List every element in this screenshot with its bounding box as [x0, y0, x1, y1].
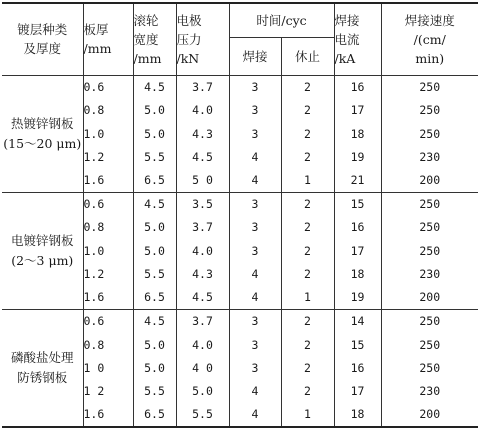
cell-rest-time: 1: [281, 285, 334, 309]
cell-force: 4.0: [176, 99, 229, 122]
cell-current: 19: [334, 145, 381, 168]
cell-rest-time: 2: [281, 309, 334, 333]
cell-weld-time: 3: [229, 99, 281, 122]
header-wheel-width-line1: 滚轮: [133, 12, 159, 28]
cell-wheel-width: 4.5: [133, 309, 176, 333]
header-speed-line1: 焊接速度: [404, 12, 455, 28]
cell-speed: 250: [381, 75, 478, 99]
header-wheel-width-line2: 宽度: [133, 31, 159, 47]
header-speed-line2: /(cm/: [413, 31, 446, 47]
header-force-line3: /kN: [176, 50, 200, 66]
cell-current: 14: [334, 309, 381, 333]
cell-current: 15: [334, 192, 381, 216]
cell-rest-time: 1: [281, 168, 334, 192]
cell-speed: 200: [381, 168, 478, 192]
cell-current: 18: [334, 402, 381, 427]
header-speed: [381, 3, 478, 75]
cell-weld-time: 4: [229, 145, 281, 168]
cell-force: 4.0: [176, 333, 229, 356]
cell-wheel-width: 4.5: [133, 75, 176, 99]
cell-weld-time: 3: [229, 309, 281, 333]
cell-wheel-width: 5.5: [133, 262, 176, 285]
cell-weld-time: 3: [229, 239, 281, 262]
cell-thickness: 1.6: [83, 168, 133, 192]
cell-force: 4.0: [176, 239, 229, 262]
cell-weld-time: 4: [229, 262, 281, 285]
cell-current: 17: [334, 99, 381, 122]
cell-thickness: 0.8: [83, 216, 133, 239]
header-force-line1: 电极: [176, 12, 202, 28]
cell-speed: 230: [381, 379, 478, 402]
cell-force: 3.7: [176, 309, 229, 333]
group-label-line: 电镀锌钢板: [10, 232, 74, 248]
cell-weld-time: 4: [229, 285, 281, 309]
header-current-line1: 焊接: [334, 12, 360, 28]
cell-rest-time: 2: [281, 216, 334, 239]
cell-wheel-width: 5.0: [133, 216, 176, 239]
cell-weld-time: 3: [229, 122, 281, 145]
cell-speed: 250: [381, 309, 478, 333]
header-current-line2: 电流: [334, 31, 360, 47]
group-label-line: 热镀锌钢板: [10, 115, 74, 131]
cell-rest-time: 2: [281, 379, 334, 402]
cell-current: 16: [334, 356, 381, 379]
cell-weld-time: 3: [229, 333, 281, 356]
cell-current: 21: [334, 168, 381, 192]
table-body: [2, 75, 478, 427]
cell-speed: 230: [381, 262, 478, 285]
cell-wheel-width: 4.5: [133, 192, 176, 216]
cell-thickness: 0.6: [83, 75, 133, 99]
cell-force: 5 0: [176, 168, 229, 192]
cell-thickness: 1.6: [83, 285, 133, 309]
cell-speed: 230: [381, 145, 478, 168]
group-label: [2, 309, 83, 427]
group-label-line: 防锈钢板: [17, 369, 68, 385]
cell-weld-time: 3: [229, 192, 281, 216]
header-thickness: [83, 3, 133, 75]
cell-force: 5.5: [176, 402, 229, 427]
cell-thickness: 1.0: [83, 239, 133, 262]
header-wheel-width-line3: /mm: [133, 50, 162, 66]
cell-current: 15: [334, 333, 381, 356]
header-coating-line2: 及厚度: [23, 41, 61, 57]
cell-force: 4 0: [176, 356, 229, 379]
cell-force: 3.7: [176, 216, 229, 239]
cell-wheel-width: 6.5: [133, 168, 176, 192]
cell-thickness: 0.6: [83, 192, 133, 216]
header-current: [334, 3, 381, 75]
header-wheel-width: [133, 3, 176, 75]
cell-weld-time: 4: [229, 379, 281, 402]
cell-force: 4.3: [176, 122, 229, 145]
group-label: [2, 192, 83, 309]
cell-rest-time: 2: [281, 262, 334, 285]
header-weld-time: 焊接: [229, 37, 281, 75]
cell-rest-time: 2: [281, 75, 334, 99]
cell-speed: 200: [381, 402, 478, 427]
cell-wheel-width: 5.0: [133, 333, 176, 356]
header-coating: [2, 3, 83, 75]
cell-wheel-width: 5.0: [133, 99, 176, 122]
cell-wheel-width: 5.5: [133, 145, 176, 168]
cell-force: 4.5: [176, 145, 229, 168]
header-speed-line3: min): [415, 50, 445, 66]
cell-speed: 250: [381, 99, 478, 122]
header-thickness-line2: /mm: [83, 41, 112, 57]
cell-rest-time: 2: [281, 145, 334, 168]
header-force: [176, 3, 229, 75]
cell-force: 3.7: [176, 75, 229, 99]
cell-thickness: 1.0: [83, 122, 133, 145]
cell-thickness: 1.2: [83, 262, 133, 285]
cell-current: 18: [334, 262, 381, 285]
cell-force: 3.5: [176, 192, 229, 216]
cell-rest-time: 1: [281, 402, 334, 427]
cell-force: 5.0: [176, 379, 229, 402]
cell-wheel-width: 5.0: [133, 356, 176, 379]
table-row: [2, 309, 478, 333]
table-row: [2, 192, 478, 216]
cell-current: 17: [334, 239, 381, 262]
group-label-line: (15～20 μm): [3, 135, 82, 151]
group-label: [2, 75, 83, 192]
cell-speed: 250: [381, 239, 478, 262]
cell-speed: 250: [381, 216, 478, 239]
cell-thickness: 0.6: [83, 309, 133, 333]
cell-speed: 250: [381, 192, 478, 216]
header-coating-line1: 镀层种类: [17, 22, 68, 38]
cell-wheel-width: 5.0: [133, 122, 176, 145]
cell-weld-time: 3: [229, 356, 281, 379]
cell-weld-time: 3: [229, 75, 281, 99]
cell-speed: 250: [381, 333, 478, 356]
cell-thickness: 0.8: [83, 333, 133, 356]
header-time: 时间/cyc: [229, 3, 334, 37]
cell-rest-time: 2: [281, 239, 334, 262]
cell-wheel-width: 6.5: [133, 285, 176, 309]
cell-rest-time: 2: [281, 192, 334, 216]
cell-thickness: 1 2: [83, 379, 133, 402]
cell-speed: 200: [381, 285, 478, 309]
header-force-line2: 压力: [176, 31, 202, 47]
welding-parameters-table: [2, 2, 478, 428]
table-row: [2, 75, 478, 99]
group-label-line: (2～3 μm): [11, 252, 74, 268]
group-label-line: 磷酸盐处理: [10, 349, 74, 365]
cell-speed: 250: [381, 122, 478, 145]
cell-thickness: 1 0: [83, 356, 133, 379]
cell-rest-time: 2: [281, 122, 334, 145]
cell-wheel-width: 5.0: [133, 239, 176, 262]
cell-current: 16: [334, 216, 381, 239]
cell-thickness: 1.6: [83, 402, 133, 427]
cell-speed: 250: [381, 356, 478, 379]
cell-force: 4.5: [176, 285, 229, 309]
cell-force: 4.3: [176, 262, 229, 285]
cell-weld-time: 3: [229, 216, 281, 239]
cell-rest-time: 2: [281, 99, 334, 122]
cell-current: 18: [334, 122, 381, 145]
cell-weld-time: 4: [229, 402, 281, 427]
cell-current: 19: [334, 285, 381, 309]
cell-current: 16: [334, 75, 381, 99]
cell-rest-time: 2: [281, 333, 334, 356]
header-current-line3: /kA: [334, 50, 356, 66]
cell-wheel-width: 6.5: [133, 402, 176, 427]
cell-thickness: 0.8: [83, 99, 133, 122]
cell-weld-time: 4: [229, 168, 281, 192]
cell-current: 17: [334, 379, 381, 402]
cell-rest-time: 2: [281, 356, 334, 379]
cell-wheel-width: 5.5: [133, 379, 176, 402]
cell-thickness: 1.2: [83, 145, 133, 168]
header-rest-time: 休止: [281, 37, 334, 75]
header-thickness-line1: 板厚: [83, 22, 109, 38]
